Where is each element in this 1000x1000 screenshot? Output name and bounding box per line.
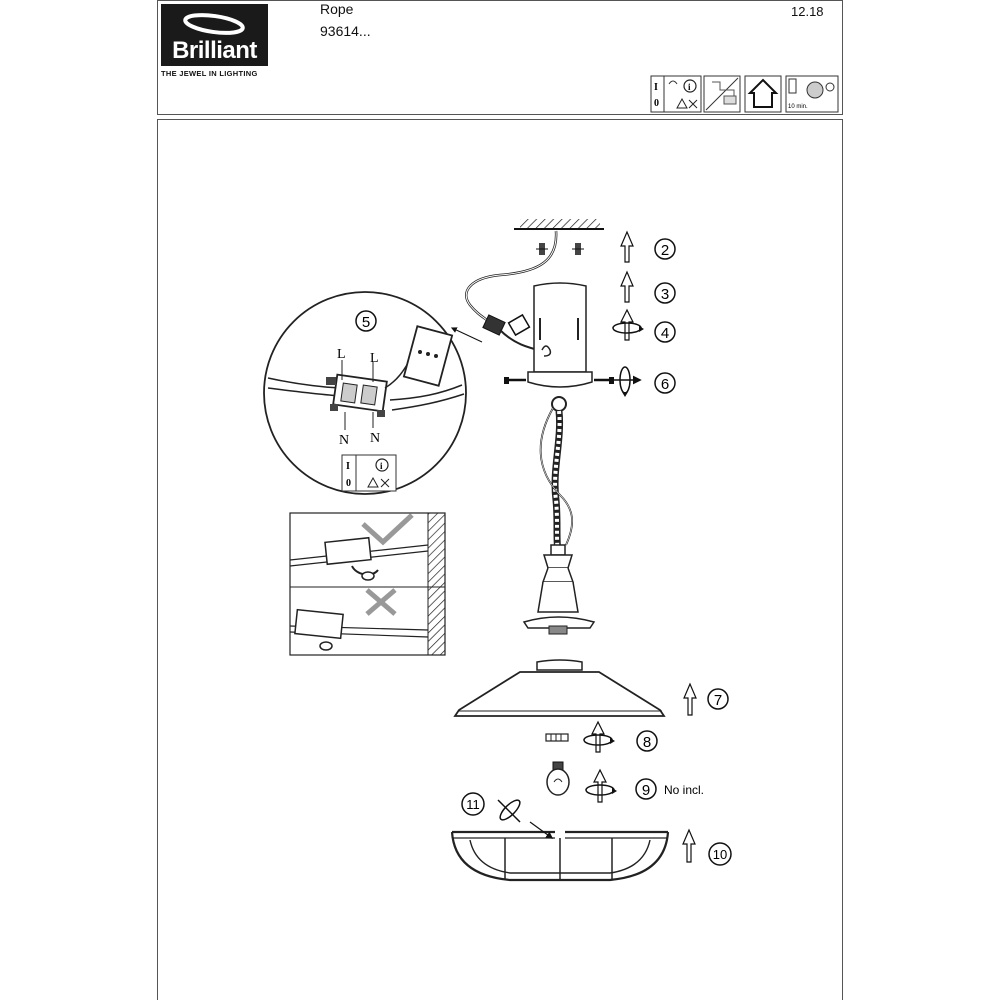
- rotate-up-icon: [613, 310, 644, 340]
- svg-text:9: 9: [641, 782, 651, 799]
- lamp-shade: [455, 660, 664, 716]
- svg-text:4: 4: [660, 325, 670, 342]
- lamp-holder: [524, 545, 594, 634]
- svg-text:i: i: [688, 82, 691, 92]
- ceiling-hatch: [514, 219, 604, 229]
- svg-text:0: 0: [654, 98, 659, 109]
- product-code: 93614...: [320, 23, 371, 39]
- svg-text:L: L: [370, 351, 379, 366]
- bulb-not-included-note: No incl.: [664, 783, 705, 797]
- step-badge-11: [462, 793, 484, 815]
- cable-routing-panel: [290, 513, 445, 655]
- step-badge-9: [636, 779, 656, 799]
- product-title: Rope: [320, 1, 354, 17]
- svg-text:N: N: [370, 431, 381, 446]
- retaining-ring: [546, 734, 568, 741]
- cooling-time-icon: [786, 76, 838, 112]
- svg-text:5: 5: [361, 314, 371, 331]
- canopy-screw-left: [504, 377, 526, 384]
- svg-text:10 min.: 10 min.: [788, 104, 808, 110]
- wall-plug-left: [536, 243, 548, 255]
- svg-text:0: 0: [346, 478, 351, 489]
- power-off-icon: [651, 76, 701, 112]
- document-date: 12.18: [791, 4, 824, 19]
- rotate-up-icon: [584, 722, 615, 752]
- svg-text:2: 2: [660, 242, 670, 259]
- step-badge-4: [655, 322, 675, 342]
- svg-text:10: 10: [712, 847, 728, 862]
- step-badge-3: [655, 283, 675, 303]
- svg-text:I: I: [654, 82, 658, 93]
- screw-rotate-icon: [612, 367, 640, 397]
- svg-text:N: N: [339, 433, 350, 448]
- suspension-rope: [541, 397, 573, 552]
- ceiling-canopy: [528, 283, 592, 387]
- svg-text:I: I: [346, 461, 350, 472]
- no-wet-room-icon: [704, 76, 740, 112]
- svg-text:L: L: [337, 347, 346, 362]
- svg-text:8: 8: [642, 734, 652, 751]
- svg-text:6: 6: [660, 376, 670, 393]
- svg-text:11: 11: [466, 797, 480, 812]
- up-arrow-icon: [684, 684, 696, 715]
- svg-text:i: i: [380, 461, 383, 471]
- lamp-guard: [452, 832, 668, 880]
- canopy-screw-right: [594, 377, 614, 384]
- step-badge-5: [356, 311, 376, 331]
- svg-text:7: 7: [713, 692, 723, 709]
- step-badge-2: [655, 239, 675, 259]
- rotate-up-icon: [586, 770, 617, 802]
- brand-tagline: THE JEWEL IN LIGHTING: [161, 69, 258, 78]
- svg-text:3: 3: [660, 286, 670, 303]
- brand-name: Brilliant: [172, 37, 257, 64]
- light-bulb-icon: [547, 762, 569, 795]
- step-badge-10: [709, 843, 731, 865]
- step-badge-7: [708, 689, 728, 709]
- indoor-house-icon: [745, 76, 781, 112]
- step-badge-6: [655, 373, 675, 393]
- wall-plug-right: [572, 243, 584, 255]
- up-arrow-icon: [621, 272, 633, 302]
- step-badge-8: [637, 731, 657, 751]
- detail-leader-line: [452, 328, 482, 342]
- up-arrow-icon: [683, 830, 695, 862]
- up-arrow-icon: [621, 232, 633, 262]
